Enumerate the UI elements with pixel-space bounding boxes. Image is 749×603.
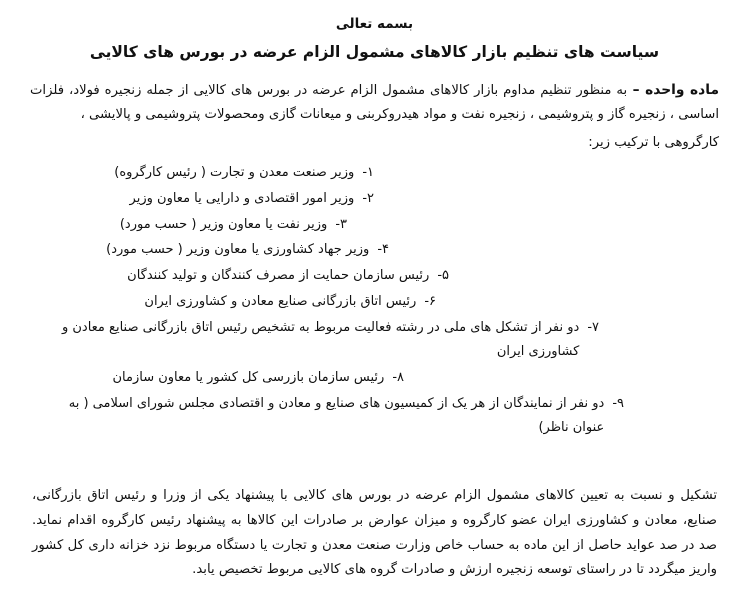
list-item xyxy=(30,161,719,186)
list-item-number: ۷- xyxy=(587,319,599,335)
workgroup-members-list xyxy=(30,161,719,441)
list-item xyxy=(30,264,719,289)
list-item xyxy=(30,187,719,212)
article-lead-dash: – xyxy=(627,82,646,99)
list-item-number: ۱- xyxy=(362,165,374,181)
list-item-number: ۸- xyxy=(392,369,404,385)
list-item-label: دو نفر از تشکل های ملی در رشته فعالیت مربوط به تشخیص رئیس اتاق بازرگانی صنایع معادن و کشاورزی ایران xyxy=(61,319,580,360)
list-item xyxy=(30,213,719,238)
list-item-number: ۲- xyxy=(362,191,374,207)
page-title: سیاست های تنظیم بازار کالاهای مشمول الزام عرضه در بورس های کالایی xyxy=(89,43,660,62)
list-item xyxy=(30,290,719,315)
article-intro-paragraph xyxy=(30,78,719,127)
list-item-label: دو نفر از نمایندگان از هر یک از کمیسیون های صنایع و معادن و اقتصادی مجلس شورای اسلامی ( به عنوان ناظر) xyxy=(68,395,605,436)
list-item-number: ۴- xyxy=(377,242,389,258)
list-item xyxy=(30,316,719,365)
list-item-label: رئیس اتاق بازرگانی صنایع معادن و کشاورزی ایران xyxy=(144,293,417,309)
list-item-label: وزیر جهاد کشاورزی یا معاون وزیر ( حسب مورد) xyxy=(106,242,370,258)
list-item-number: ۶- xyxy=(424,293,436,309)
list-item-label: رئیس سازمان حمایت از مصرف کنندگان و تولید کنندگان xyxy=(127,268,430,284)
list-item-label: وزیر صنعت معدن و تجارت ( رئیس کارگروه) xyxy=(114,165,355,181)
list-item-number: ۳- xyxy=(335,216,347,232)
article-intro-text: به منظور تنظیم مداوم بازار کالاهای مشمول الزام عرضه در بورس های کالایی از جمله زنجیره فولاد، فلزات اساسی ، زنجیره گاز و پتروشیمی ، زنجیره نفت و مواد هیدروکربنی و میعانات گازی ومحصولات پتروشیمی و پالایشی ، xyxy=(30,83,719,123)
list-item-label: رئیس سازمان بازرسی کل کشور یا معاون سازمان xyxy=(112,369,385,385)
list-item-label: وزیر نفت یا معاون وزیر ( حسب مورد) xyxy=(119,216,328,232)
basmala-heading: بسمه تعالی xyxy=(335,16,414,32)
article-intro-tail: کارگروهی با ترکیب زیر: xyxy=(588,135,719,151)
closing-paragraph: تشکیل و نسبت به تعیین کالاهای مشمول الزام عرضه در بورس های کالایی با پیشنهاد یکی از وزرا و رئیس اتاق بازرگانی، صنایع، معادن و کشاورزی ایران عضو کارگروه و میزان عوارض بر صادرات این کالاها به پیشنهاد رئیس کارگروه اقدام نماید. صد در صد عواید حاصل از این ماده به حساب خاص وزارت صنعت معدن و تجارت یا دستگاه مربوط نزد خزانه داری کل کشور واریز میگردد تا در راستای توسعه زنجیره ارزش و صادرات گروه های کالایی مربوط تخصیص یابد. xyxy=(32,487,717,578)
list-item xyxy=(30,238,719,263)
list-item xyxy=(30,366,719,391)
list-item-number: ۹- xyxy=(612,395,624,411)
list-item-number: ۵- xyxy=(437,268,449,284)
list-item-label: وزیر امور اقتصادی و دارایی یا معاون وزیر xyxy=(129,191,355,207)
list-item xyxy=(30,392,719,441)
closing-section xyxy=(30,484,719,583)
section-spacer xyxy=(30,442,719,484)
article-lead-label: ماده واحده xyxy=(645,82,719,99)
